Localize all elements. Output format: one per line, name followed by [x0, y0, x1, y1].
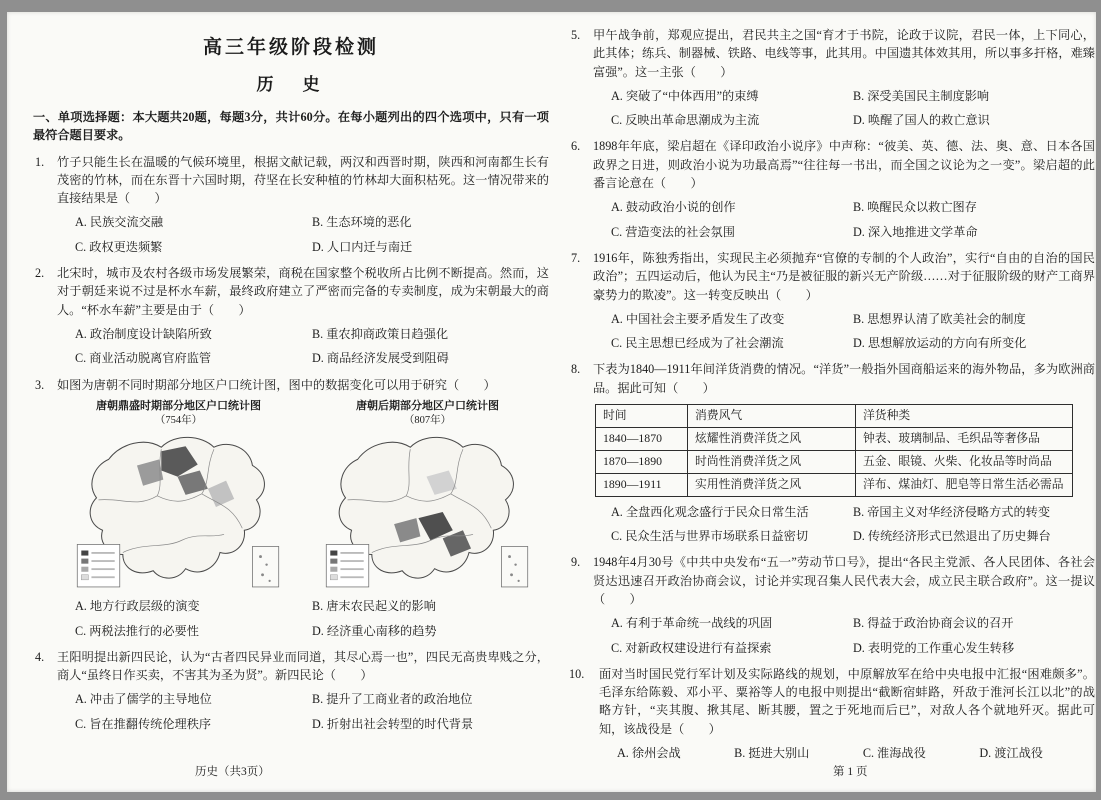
option-b: B. 深受美国民主制度影响 — [853, 88, 990, 103]
left-column — [33, 28, 549, 733]
map-caption — [57, 400, 300, 427]
option-b: B. 生态环境的恶化 — [312, 215, 412, 230]
sea-inset-box — [252, 547, 278, 588]
option-c: C. 营造变法的社会氛围 — [611, 224, 735, 239]
question-8 — [569, 360, 1095, 545]
option-b: B. 唤醒民众以救亡图存 — [853, 200, 977, 215]
options — [57, 690, 549, 733]
question-3 — [33, 376, 549, 640]
question-7 — [569, 249, 1095, 352]
question-number: 1. — [35, 154, 45, 169]
option-c: C. 反映出革命思潮成为主流 — [611, 113, 760, 128]
option-b: B. 思想界认清了欧美社会的制度 — [853, 311, 1026, 326]
option-b: B. 帝国主义对华经济侵略方式的转变 — [853, 504, 1051, 519]
question-stem: 1916年，陈独秀指出，实现民主必须抛弃“官僚的专制的个人政治”，实行“自由的自治的国民政治”；五四运动后，他认为民主“乃是被征服的新兴无产阶级……对于征服阶级的财产工商界豪势力的欺凌”。这一转变反映出（ ） — [593, 250, 1095, 302]
question-stem: 下表为1840—1911年间洋货消费的情况。“洋货”一般指外国商船运来的海外物品，多为欧洲商品。据此可知（ ） — [593, 362, 1095, 395]
table-header-cell: 时间 — [596, 405, 688, 428]
question-stem: 面对当时国民党行军计划及实际路线的规划，中原解放军在给中央电报中汇报“困难颇多”。毛泽东给陈毅、邓小平、粟裕等人的电报中则提出“截断宿蚌路，歼敌于淮河长江以北”的战略方针，“夹其腹、揪其尾、断其腰，置之于死地而后已”，对敌人各个就地歼灭。据此可知，该战役是（ ） — [599, 666, 1095, 736]
option-d: D. 折射出社会转型的时代背景 — [312, 716, 474, 731]
page-subtitle: 历 史 — [256, 74, 326, 94]
option-d: D. 渡江战役 — [979, 746, 1043, 760]
right-column — [569, 26, 1095, 762]
question-1 — [33, 153, 549, 256]
option-c: C. 商业活动脱离官府监管 — [75, 351, 212, 366]
question-stem: 1948年4月30号《中共中央发布“五一”劳动节口号》，提出“各民主党派、各人民团体、各社会贤达迅速召开政治协商会议，讨论并实现召集人民代表大会，成立民主联合政府”。这一提议（ ） — [593, 555, 1095, 606]
option-b: B. 挺进大别山 — [734, 746, 810, 760]
options — [593, 310, 1095, 353]
question-stem: 竹子只能生长在温暖的气候环境里，根据文献记载，两汉和西晋时期，陕西和河南都生长有茂密的竹林，而在东晋十六国时期，苻坚在长安种植的竹林却大面积枯死。这一情况带来的直接结果是（ ） — [57, 154, 549, 206]
table-row — [596, 427, 1073, 450]
question-number: 6. — [571, 139, 581, 154]
map-title: 唐朝鼎盛时期部分地区户口统计图 — [96, 399, 261, 412]
question-number: 7. — [571, 250, 581, 265]
table-header-cell: 洋货种类 — [856, 405, 1073, 428]
option-d: D. 唤醒了国人的救亡意识 — [853, 113, 990, 128]
option-b: B. 重农抑商政策日趋强化 — [312, 326, 449, 341]
question-2 — [33, 264, 549, 367]
option-c: C. 民主思想已经成为了社会潮流 — [611, 336, 784, 351]
option-a: A. 地方行政层级的演变 — [75, 599, 200, 614]
table-header-cell: 消费风气 — [688, 405, 856, 428]
options — [593, 198, 1095, 241]
option-a: A. 有利于革命统一战线的巩固 — [611, 616, 773, 631]
question-stem: 1898年年底，梁启超在《译印政治小说序》中声称：“彼美、英、德、法、奥、意、日本各国政界之日进，则政治小说为功最高焉”“往往每一书出，而全国之议论为之一变”。梁启超的此番言论意在（ ） — [593, 139, 1095, 191]
question-number: 10. — [569, 666, 585, 681]
table-cell: 时尚性消费洋货之风 — [688, 450, 856, 473]
option-d: D. 传统经济形式已然退出了历史舞台 — [853, 529, 1051, 544]
tang-754-china-map — [57, 429, 300, 591]
question-stem: 如图为唐朝不同时期部分地区户口统计图，图中的数据变化可以用于研究（ ） — [57, 377, 496, 392]
option-b: B. 唐末农民起义的影响 — [312, 599, 436, 614]
option-b: B. 提升了工商业者的政治地位 — [312, 692, 473, 707]
question-4 — [33, 648, 549, 733]
option-a: A. 全盘西化观念盛行于民众日常生活 — [611, 504, 809, 519]
option-d: D. 经济重心南移的趋势 — [312, 623, 437, 638]
option-d: D. 表明党的工作重心发生转移 — [853, 640, 1015, 655]
sea-inset-box — [501, 547, 527, 588]
table-header-row — [596, 405, 1073, 428]
option-a: A. 鼓动政治小说的创作 — [611, 200, 736, 215]
section-instructions: 一、单项选择题：本大题共20题，每题3分，共计60分。在每小题列出的四个选项中，只有一项最符合题目要求。 — [33, 110, 549, 143]
options — [57, 597, 549, 640]
footer-page-info: 历史（共3页） — [195, 766, 270, 778]
question-10 — [569, 665, 1095, 762]
map-year: （754年） — [154, 414, 203, 426]
question-number: 3. — [35, 377, 45, 392]
option-a: A. 民族交流交融 — [75, 215, 164, 230]
options — [57, 325, 549, 368]
option-a: A. 政治制度设计缺陷所致 — [75, 326, 212, 341]
table-cell: 五金、眼镜、火柴、化妆品等时尚品 — [856, 450, 1073, 473]
question-number: 8. — [571, 362, 581, 377]
option-a: A. 徐州会战 — [617, 746, 681, 760]
option-c: C. 政权更迭频繁 — [75, 239, 163, 254]
page-title: 高三年级阶段检测 — [202, 37, 379, 58]
options — [593, 503, 1095, 546]
map-figure-807 — [306, 400, 549, 591]
table-cell: 钟表、玻璃制品、毛织品等奢侈品 — [856, 427, 1073, 450]
option-a: A. 突破了“中体西用”的束缚 — [611, 88, 759, 103]
option-b: B. 得益于政治协商会议的召开 — [853, 616, 1014, 631]
question-6 — [569, 137, 1095, 240]
options — [593, 87, 1095, 130]
option-d: D. 人口内迁与南迁 — [312, 239, 413, 254]
table-cell: 1840—1870 — [596, 427, 688, 450]
map-legend — [326, 545, 369, 588]
question-number: 2. — [35, 266, 45, 281]
option-c: C. 两税法推行的必要性 — [75, 623, 199, 638]
q3-maps — [57, 400, 549, 591]
table-cell: 炫耀性消费洋货之风 — [688, 427, 856, 450]
option-c: C. 淮海战役 — [862, 746, 926, 760]
tang-807-china-map — [306, 429, 549, 591]
option-c: C. 对新政权建设进行有益探索 — [611, 640, 772, 655]
exam-page — [7, 12, 1096, 792]
question-stem: 王阳明提出新四民论，认为“古者四民异业而同道，其尽心焉一也”，四民无高贵卑贱之分，商人“虽终日作买卖，不害其为圣为贤”。新四民论（ ） — [57, 649, 549, 683]
option-a: A. 冲击了儒学的主导地位 — [75, 692, 212, 707]
footer-page-number: 第 1 页 — [833, 766, 868, 778]
options — [593, 614, 1095, 657]
option-d: D. 思想解放运动的方向有所变化 — [853, 336, 1027, 351]
question-number: 9. — [571, 555, 581, 570]
options — [57, 213, 549, 256]
map-legend — [77, 545, 120, 588]
table-cell: 1870—1890 — [596, 450, 688, 473]
option-c: C. 旨在推翻传统伦理秩序 — [75, 716, 212, 731]
map-caption — [306, 400, 549, 427]
map-figure-754 — [57, 400, 300, 591]
table-row — [596, 450, 1073, 473]
map-title: 唐朝后期部分地区户口统计图 — [356, 399, 499, 412]
options — [599, 744, 1095, 762]
option-a: A. 中国社会主要矛盾发生了改变 — [611, 311, 785, 326]
question-stem: 甲午战争前，郑观应提出，君民共主之国“育才于书院，论政于议院，君民一体，上下同心，此其体；练兵、制器械、铁路、电线等事，此其用。中国遗其体效其用，所以事多扞格，难臻富强”。这一主张（ ） — [593, 28, 1095, 79]
table-cell: 实用性消费洋货之风 — [688, 473, 856, 496]
option-c: C. 民众生活与世界市场联系日益密切 — [611, 529, 809, 544]
option-d: D. 商品经济发展受到阻碍 — [312, 351, 449, 366]
option-d: D. 深入地推进文学革命 — [853, 224, 978, 239]
consumption-table — [595, 404, 1073, 497]
question-stem: 北宋时，城市及农村各级市场发展繁荣，商税在国家整个税收所占比例不断提高。然而，这对于朝廷来说不过是杯水车薪，最终政府建立了严密而完备的专卖制度，成为宋朝最大的商人。“杯水车薪”主要是由于（ ） — [57, 266, 549, 317]
question-9 — [569, 553, 1095, 656]
question-5 — [569, 26, 1095, 129]
question-number: 5. — [571, 28, 581, 42]
map-year: （807年） — [403, 414, 452, 426]
table-cell: 1890—1911 — [596, 473, 688, 496]
table-cell: 洋布、煤油灯、肥皂等日常生活必需品 — [856, 473, 1073, 496]
question-number: 4. — [35, 649, 45, 664]
table-row — [596, 473, 1073, 496]
